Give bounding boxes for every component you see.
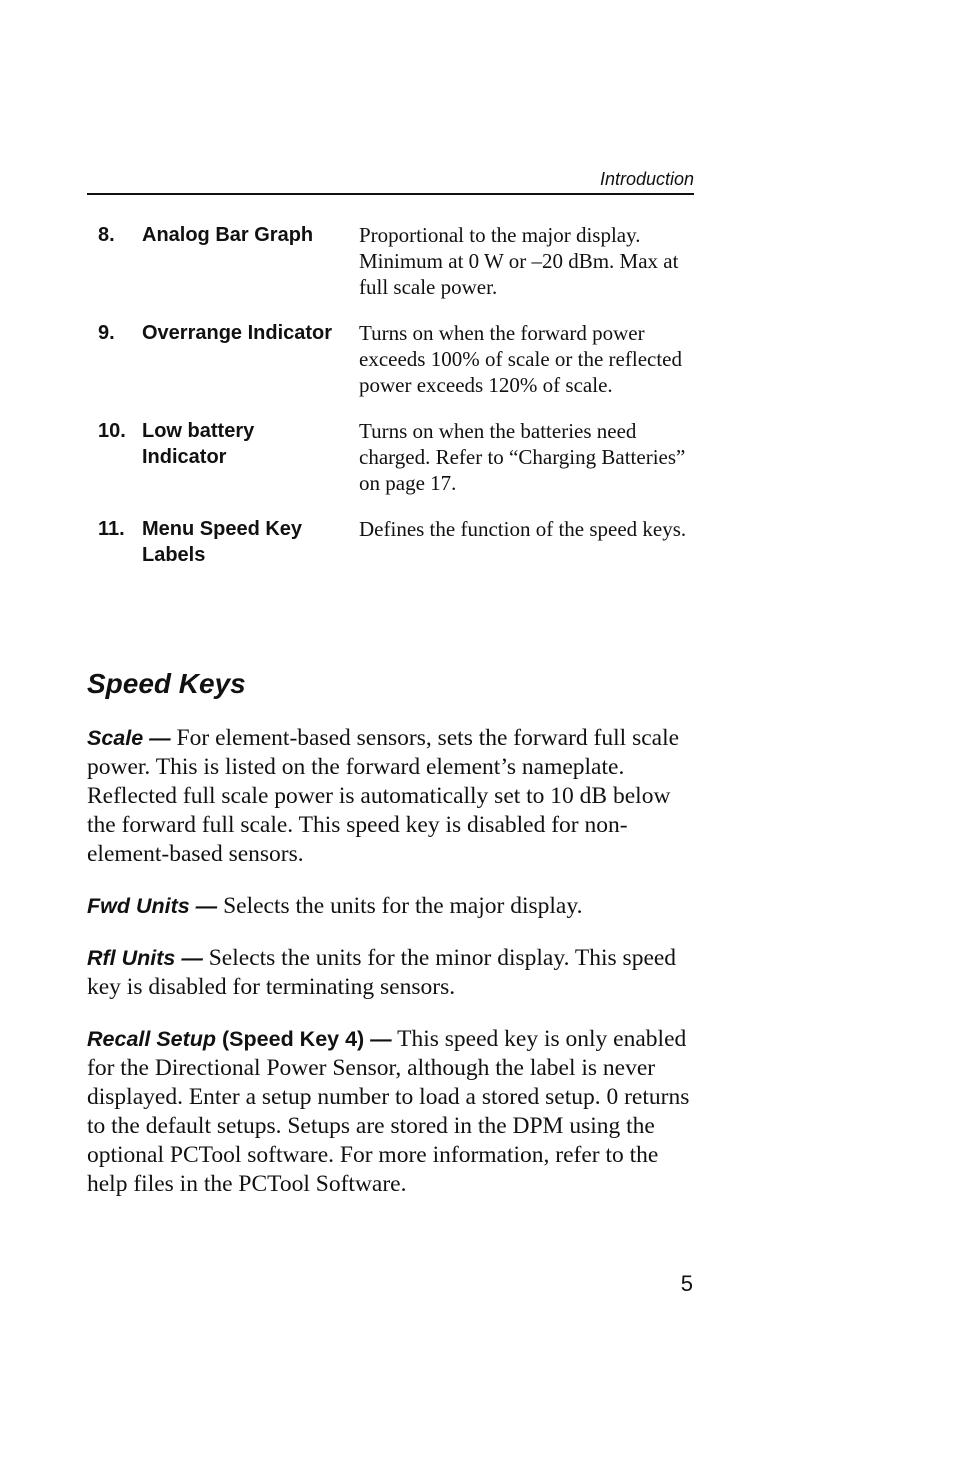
term-label: Rfl Units — — [87, 946, 203, 970]
header-section-label: Introduction — [599, 169, 694, 189]
list-item — [87, 222, 694, 300]
list-item — [87, 320, 694, 398]
paragraph-text: Selects the units for the minor display. This speed key is disabled for terminating sensors. — [87, 945, 677, 1000]
page-number: 5 — [680, 1271, 693, 1296]
item-label: Overrange Indicator — [142, 322, 333, 344]
header-rule — [87, 193, 694, 195]
item-number: 8. — [98, 224, 115, 246]
paragraph-fwd-units — [87, 892, 697, 921]
item-label: Menu Speed Key Labels — [142, 518, 303, 566]
item-description: Turns on when the forward power exceeds 100% of scale or the reflected power exceeds 120% of scale. — [359, 321, 682, 397]
indicator-list — [87, 222, 694, 588]
paragraph-rfl-units — [87, 944, 697, 1002]
paragraph-text: Selects the units for the major display. — [217, 893, 583, 919]
item-label: Low battery Indicator — [142, 420, 255, 468]
list-item — [87, 516, 694, 568]
item-label: Analog Bar Graph — [142, 224, 314, 246]
item-description: Defines the function of the speed keys. — [359, 517, 687, 541]
list-item — [87, 418, 694, 496]
section-title: Speed Keys — [87, 668, 246, 699]
item-number: 10. — [98, 420, 126, 442]
paragraph-recall-setup — [87, 1025, 697, 1199]
item-description: Proportional to the major display. Minimum at 0 W or –20 dBm. Max at full scale power. — [359, 223, 679, 299]
term-suffix: (Speed Key 4) — — [216, 1027, 392, 1051]
term-label: Scale — — [87, 726, 171, 750]
term-label: Recall Setup — [87, 1027, 217, 1051]
term-label: Fwd Units — — [87, 894, 218, 918]
paragraph-scale — [87, 724, 697, 869]
speed-keys-body — [87, 724, 697, 1222]
item-number: 9. — [98, 322, 115, 344]
item-description: Turns on when the batteries need charged. Refer to “Charging Batteries” on page 17. — [359, 419, 686, 495]
paragraph-text: This speed key is only enabled for the Directional Power Sensor, although the label is never displayed. Enter a setup number to load a stored setup. 0 returns to the default setups. Setups are stored in the DPM using the optional PCTool software. For more information, refer to the help files in the PCTool Software. — [87, 1026, 690, 1197]
item-number: 11. — [98, 518, 125, 540]
paragraph-text: For element-based sensors, sets the forward full scale power. This is listed on the forward element’s nameplate. Reflected full scale power is automatically set to 10 dB below the forward full scale. This speed key is disabled for non-element-based sensors. — [87, 725, 680, 867]
